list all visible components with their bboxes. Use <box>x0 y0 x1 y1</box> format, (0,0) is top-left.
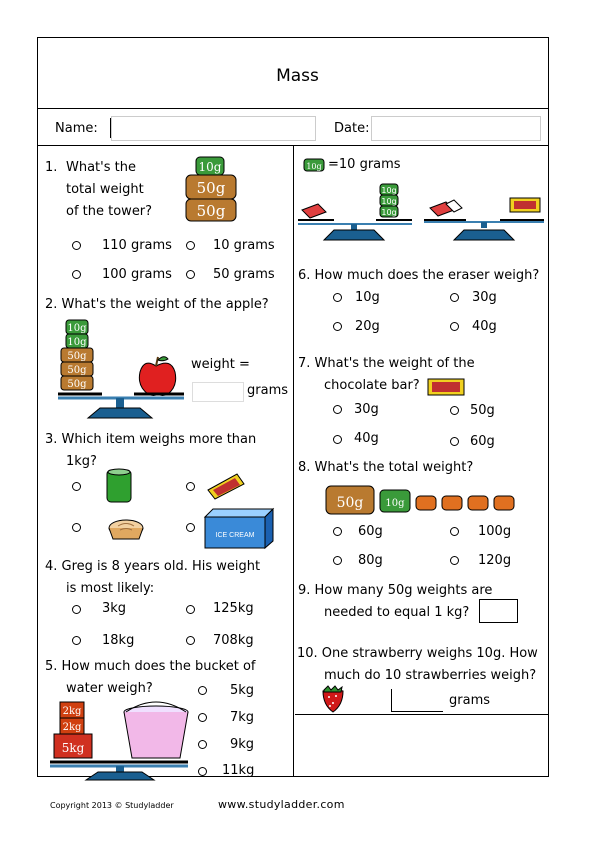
q10-line2: much do 10 strawberries weigh? <box>324 668 537 683</box>
q6-text: 6. How much does the eraser weigh? <box>298 268 540 283</box>
key-label: =10 grams <box>328 157 401 172</box>
ice-cream-label: ICE CREAM <box>215 532 255 539</box>
q8-option-b: 100g <box>478 524 512 539</box>
q7-radio-a[interactable] <box>333 405 342 414</box>
q7-radio-d[interactable] <box>450 437 459 446</box>
q4-radio-d[interactable] <box>186 636 195 645</box>
q4-option-a: 3kg <box>102 601 127 616</box>
pie-image <box>106 514 146 544</box>
q8-option-c: 80g <box>358 553 383 568</box>
q1-line1: What's the <box>66 160 136 175</box>
q10-unit: grams <box>449 693 490 708</box>
q5-radio-b[interactable] <box>198 713 207 722</box>
balance-apple-image <box>58 318 190 420</box>
balance-scales-image <box>296 178 546 248</box>
q1-line2: total weight <box>66 182 144 197</box>
tower-10g-label: 10g <box>198 160 222 174</box>
q2-unit: grams <box>247 383 288 398</box>
q6-option-d: 40g <box>472 319 497 334</box>
q3-radio-d[interactable] <box>186 523 195 532</box>
q8-radio-a[interactable] <box>333 527 342 536</box>
tower-10g-label: 10g <box>381 197 397 206</box>
q7-radio-b[interactable] <box>450 406 459 415</box>
q1-radio-d[interactable] <box>186 270 195 279</box>
divider <box>295 714 549 715</box>
q6-radio-a[interactable] <box>333 293 342 302</box>
divider <box>37 108 549 109</box>
q6-option-c: 20g <box>355 319 380 334</box>
q1-radio-c[interactable] <box>72 270 81 279</box>
drink-can-image <box>104 467 134 505</box>
weight-2kg-label: 2kg <box>62 722 82 733</box>
q8-radio-d[interactable] <box>450 556 459 565</box>
q3-line2: 1kg? <box>66 454 97 469</box>
tower-50g-label: 50g <box>67 351 87 362</box>
q4-option-b: 125kg <box>213 601 254 616</box>
tower-10g-label: 10g <box>67 337 87 348</box>
q10-answer-field[interactable] <box>391 689 443 712</box>
tower-10g-label: 10g <box>306 162 322 171</box>
q9-line2: needed to equal 1 kg? <box>324 605 470 620</box>
weight-2kg-label: 2kg <box>62 706 82 717</box>
q8-text: 8. What's the total weight? <box>298 460 474 475</box>
q5-option-d: 11kg <box>222 763 255 778</box>
q7-line1: 7. What's the weight of the <box>298 356 475 371</box>
q7-option-b: 50g <box>470 403 495 418</box>
q7-line2: chocolate bar? <box>324 378 420 393</box>
tower-50g-label: 50g <box>67 365 87 376</box>
q8-radio-b[interactable] <box>450 527 459 536</box>
q6-option-a: 10g <box>355 290 380 305</box>
q2-weight-label: weight = <box>191 357 250 372</box>
q4-radio-a[interactable] <box>72 605 81 614</box>
date-label: Date: <box>334 121 370 136</box>
q1-option-b: 10 grams <box>213 238 275 253</box>
q1-option-a: 110 grams <box>102 238 172 253</box>
q2-text: 2. What's the weight of the apple? <box>45 297 269 312</box>
q5-option-b: 7kg <box>230 710 255 725</box>
ice-cream-box-image <box>203 507 275 549</box>
q4-radio-c[interactable] <box>72 636 81 645</box>
q4-option-c: 18kg <box>102 633 135 648</box>
balance-bucket-image <box>48 700 193 782</box>
q5-line2: water weigh? <box>66 681 153 696</box>
q4-radio-b[interactable] <box>186 605 195 614</box>
date-field[interactable] <box>371 116 541 141</box>
tower-50g-label: 50g <box>196 202 226 220</box>
tower-50g-label: 50g <box>67 379 87 390</box>
q10-line1: 10. One strawberry weighs 10g. How <box>297 646 538 661</box>
q3-radio-b[interactable] <box>186 482 195 491</box>
chocolate-bar-image <box>426 376 466 398</box>
tower-50g-label: 50g <box>196 179 226 197</box>
website-link[interactable]: www.studyladder.com <box>218 798 345 811</box>
q6-radio-c[interactable] <box>333 322 342 331</box>
q5-line1: 5. How much does the bucket of <box>45 659 256 674</box>
tower-50g-label: 50g <box>336 495 364 511</box>
tower-10g-label: 10g <box>381 208 397 217</box>
name-label: Name: <box>55 121 98 136</box>
q7-option-d: 60g <box>470 434 495 449</box>
q9-line1: 9. How many 50g weights are <box>298 583 493 598</box>
q8-radio-c[interactable] <box>333 556 342 565</box>
q5-radio-a[interactable] <box>198 686 207 695</box>
q1-option-d: 50 grams <box>213 267 275 282</box>
name-field[interactable] <box>111 116 316 141</box>
q4-option-d: 708kg <box>213 633 254 648</box>
q7-radio-c[interactable] <box>333 435 342 444</box>
q3-line1: 3. Which item weighs more than <box>45 432 257 447</box>
q5-radio-c[interactable] <box>198 740 207 749</box>
q2-answer-field[interactable] <box>192 382 244 402</box>
weight-5kg-label: 5kg <box>61 741 85 755</box>
q5-radio-d[interactable] <box>198 767 207 776</box>
column-divider <box>293 145 294 777</box>
q6-radio-d[interactable] <box>450 322 459 331</box>
q4-line2: is most likely: <box>66 581 155 596</box>
ten-gram-weight-icon <box>302 157 326 173</box>
q1-line3: of the tower? <box>66 204 153 219</box>
tower-10g-label: 10g <box>67 323 87 334</box>
q3-radio-a[interactable] <box>72 482 81 491</box>
q7-option-a: 30g <box>354 402 379 417</box>
q3-radio-c[interactable] <box>72 523 81 532</box>
q1-number: 1. <box>45 160 58 175</box>
weight-tower-image <box>183 155 241 225</box>
weights-row-image <box>324 482 524 516</box>
tower-10g-label: 10g <box>381 186 397 195</box>
q6-option-b: 30g <box>472 290 497 305</box>
chocolate-bar-image <box>205 468 247 500</box>
page-title: Mass <box>276 66 319 86</box>
q4-line1: 4. Greg is 8 years old. His weight <box>45 559 261 574</box>
q6-radio-b[interactable] <box>450 293 459 302</box>
q7-option-c: 40g <box>354 431 379 446</box>
q8-option-a: 60g <box>358 524 383 539</box>
strawberry-icon <box>318 684 348 714</box>
q1-option-c: 100 grams <box>102 267 172 282</box>
q9-answer-field[interactable] <box>479 599 518 623</box>
q5-option-c: 9kg <box>230 737 255 752</box>
q1-radio-b[interactable] <box>186 241 195 250</box>
q1-radio-a[interactable] <box>72 241 81 250</box>
tower-10g-label: 10g <box>385 498 405 509</box>
q8-option-d: 120g <box>478 553 512 568</box>
copyright-text: Copyright 2013 © Studyladder <box>50 801 174 810</box>
q5-option-a: 5kg <box>230 683 255 698</box>
